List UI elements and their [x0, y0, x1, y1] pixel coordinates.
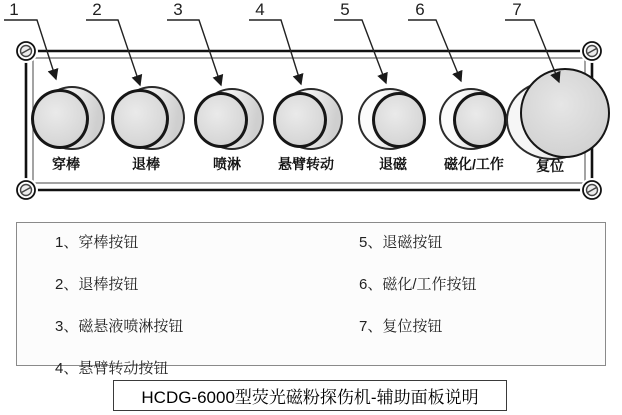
legend-box	[16, 222, 606, 377]
legend-item-label: 退磁按钮	[382, 234, 443, 251]
legend-item-6	[359, 273, 477, 294]
legend-item-label: 穿棒按钮	[78, 234, 139, 251]
button-label: 退棒	[132, 156, 160, 172]
legend-item-number: 6、	[359, 276, 383, 293]
callout-number-5: 5	[340, 0, 350, 19]
button-face	[194, 92, 248, 148]
callout-number-3: 3	[173, 0, 183, 19]
button-label: 退磁	[379, 156, 407, 172]
diagram-title: HCDG-6000型荧光磁粉探伤机-辅助面板说明	[113, 380, 507, 411]
button-label: 磁化/工作	[444, 156, 504, 172]
button-face	[273, 92, 327, 148]
legend-column-right	[359, 231, 477, 357]
legend-item-label: 复位按钮	[382, 318, 443, 335]
legend-item-number: 4、	[55, 360, 79, 377]
button-face	[31, 89, 89, 149]
button-label: 复位	[536, 158, 564, 174]
legend-item-number: 2、	[55, 276, 79, 293]
panel-button-3-penlin	[192, 86, 262, 178]
legend-item-number: 5、	[359, 234, 383, 251]
legend-item-label: 悬臂转动按钮	[78, 360, 169, 377]
screw-icon	[14, 39, 38, 63]
panel-button-1-chuanbang	[31, 86, 101, 178]
screw-icon	[580, 178, 604, 202]
button-face	[453, 92, 507, 148]
callout-number-6: 6	[415, 0, 425, 19]
button-label: 穿棒	[52, 156, 80, 172]
callout-number-4: 4	[255, 0, 265, 19]
legend-item-2	[55, 273, 183, 294]
callout-number-7: 7	[512, 0, 522, 19]
legend-item-label: 磁悬液喷淋按钮	[78, 318, 184, 335]
legend-column-left	[55, 231, 183, 399]
button-face	[372, 92, 426, 148]
panel-button-5-tuici	[358, 86, 428, 178]
panel-button-2-tuibang	[111, 86, 181, 178]
legend-item-7	[359, 315, 477, 336]
legend-item-number: 7、	[359, 318, 383, 335]
button-label: 喷淋	[213, 156, 241, 172]
callout-number-1: 1	[9, 0, 19, 19]
legend-item-1	[55, 231, 183, 252]
screw-icon	[14, 178, 38, 202]
panel-button-4-xuanbi	[271, 86, 341, 178]
legend-item-label: 退棒按钮	[78, 276, 139, 293]
legend-item-3	[55, 315, 183, 336]
legend-item-4	[55, 357, 183, 378]
button-label: 悬臂转动	[278, 156, 334, 172]
legend-item-number: 1、	[55, 234, 79, 251]
button-face	[520, 68, 610, 158]
legend-item-5	[359, 231, 477, 252]
panel-button-7-fuwei	[506, 64, 610, 178]
button-face	[111, 89, 169, 149]
legend-item-label: 磁化/工作按钮	[382, 276, 477, 293]
legend-item-number: 3、	[55, 318, 79, 335]
panel-button-6-cihua	[439, 86, 509, 178]
callout-number-2: 2	[92, 0, 102, 19]
screw-icon	[580, 39, 604, 63]
